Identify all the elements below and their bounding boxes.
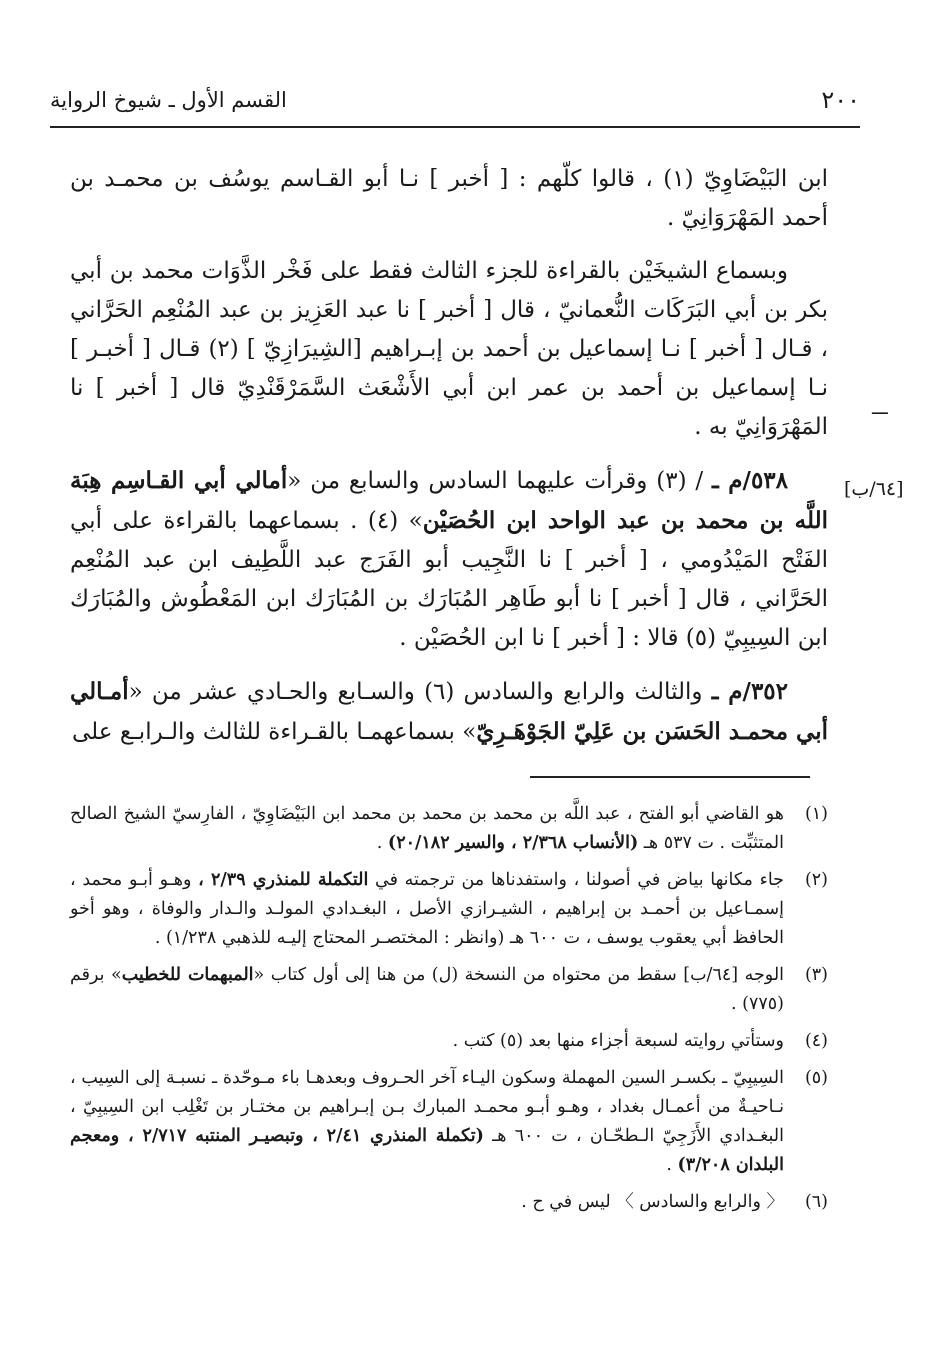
paragraph-2: وبسماع الشيخَيْن بالقراءة للجزء الثالث فقط على فَخْر الذَّوَات محمد بن أبي بكر بن أبي البَرَكَات النُّعمانيّ ، قال [ أخبر ] نا عبد العَزِيز بن عبد المُنْعِم الحَرَّاني ، قـال [ أخبر ] نـا إسماعيل بن أحمد بن إبـراهيم [الشِيرَازِيّ ] (٢) قـال [ أخبـر ] نـا إسماعيل بن أحمد بن عمر ابن أبي الأَشْعَث السَّمَرْقَنْدِيّ قال [ أخبر ] نا المَهْرَوَانِيّ به . (70, 258, 828, 440)
entry-text: » (٤) . بسماعهما بالقراءة على أبي الفَتْح المَيْدُومي ، [ أخبر ] نا النَّجِيب أبو الفَرَج عبد اللَّطِيف ابن عبد المُنْعِم الحَرَّاني ، قال [ أخبر ] نا أبو طَاهِر المُبَارَك بن المُبَارَك ابن المَعْطُوش والمُبَارَك ابن السِيبِيّ (٥) قالا : [ أخبر ] نا ابن الحُصَيْن . (70, 508, 828, 651)
footnote-source: التكملة للمنذري ٢/٣٩ ، (198, 870, 369, 890)
entry-text: » بسماعهمـا بالقـراءة للثالث والـرابـع على (72, 719, 477, 745)
header-rule (50, 126, 860, 128)
footnote-text-end: . (666, 1155, 678, 1175)
book-title: أمالي أبي القـاسِم هِبَة اللَّه بن محمد بن عبد الواحد ابن الحُصَيْن (70, 467, 828, 534)
paragraph-352 (70, 672, 828, 752)
entry-text: / (٣) وقرأت عليهما السادس والسابع من « (287, 468, 704, 494)
paragraph-1: ابن البَيْضَاوِيّ (١) ، قالوا كلّهم : [ أخبر ] نـا أبو القـاسم يوسُف بن محمـد بن أحمد المَهْرَوَانِيّ . (70, 166, 828, 231)
footnote-text-end: وهـو أبـو محمد ، إسمـاعيل بن أحمـد بن إبراهيم ، الشيـرازي الأصل ، البغـدادي المولـد والـدار والوفاة ، وهو أخو الحافظ أبي يعقوب يوسف ، ت ٦٠٠ هـ (وانظر : المختصـر المحتاج إليـه للذهبي ١/٢٣٨) . (70, 870, 784, 948)
footnote-number: (٥) (804, 1068, 828, 1088)
footnote (70, 800, 828, 858)
footnote (70, 1027, 828, 1056)
footnote (70, 866, 828, 953)
footnote-number: (١) (804, 804, 828, 824)
footnote-source: (تكملة المنذري ٢/٤١ ، وتبصيـر المنتبه ٢/٧١٧ ، ومعجم البلدان ٣/٢٠٨) (70, 1126, 784, 1175)
footnote-rule (530, 776, 810, 778)
footnote-number: (٢) (804, 870, 828, 890)
footnote-text: 〈 والرابع والسادس 〉 ليس في ح . (521, 1192, 784, 1212)
margin-folio-reference: [٦٤/ب] (844, 478, 904, 500)
footnote-text-end: . (376, 833, 388, 853)
footnote-source: المبهمات للخطيب (121, 965, 254, 985)
entry-number: ٣٥٢/م ـ (711, 678, 788, 705)
footnote-number: (٣) (804, 965, 828, 985)
running-title: القسم الأول ـ شيوخ الرواية (50, 88, 287, 112)
paragraph-538 (70, 461, 828, 658)
entry-number: ٥٣٨/م ـ (712, 467, 788, 494)
footnote (70, 1064, 828, 1180)
footnote-number: (٦) (804, 1192, 828, 1212)
footnote-text: الوجه [٦٤/ب] سقط من محتواه من النسخة (ل) من هنا إلى أول كتاب « (253, 965, 785, 985)
main-text (70, 160, 828, 766)
footnote-number: (٤) (804, 1031, 828, 1051)
footnote (70, 1188, 828, 1217)
footnote-text-end: » برقم (٧٧٥) . (70, 965, 784, 1014)
entry-text: والثالث والرابع والسادس (٦) والسـابع والحـادي عشر من « (128, 679, 703, 705)
footnotes (70, 800, 828, 1225)
page-number: ٢٠٠ (821, 86, 860, 114)
footnote-text: وستأتي روايته لسبعة أجزاء منها بعد (٥) كتب . (452, 1031, 784, 1051)
page-header (50, 78, 860, 128)
margin-mark: ـــ (872, 398, 888, 419)
footnote-text: هو القاضي أبو الفتح ، عبد اللَّه بن محمد بن محمد بن محمد ابن البَيْضَاوِيّ ، الفارِسيّ الشيخ الصالح المتثبِّت . ت ٥٣٧ هـ (70, 804, 784, 853)
footnote (70, 961, 828, 1019)
footnote-source: (الأنساب ٢/٣٦٨ ، والسير ٢٠/١٨٢) (387, 833, 639, 853)
footnote-text: السِيبِيّ ـ بكسـر السين المهملة وسكون اليـاء آخر الحـروف وبعدهـا باء مـوحّدة ـ نسبـة إلى السِيب ، نـاحيـةٌ من أعمـال بغداد ، وهـو أبـو محمـد المبارك بـن إبـراهيم بن مختـار بن تَغْلِب ابن السِيبِيّ ، البغـدادي الأَزَجِيّ الـطحّـان ، ت ٦٠٠ هـ (70, 1068, 784, 1146)
footnote-text: جاء مكانها بياض في أصولنا ، واستفدناها من ترجمته في (368, 870, 784, 890)
book-title: أمـالي أبي محمـد الحَسَن بن عَلِيّ الجَوْهَـرِيّ (70, 678, 828, 745)
